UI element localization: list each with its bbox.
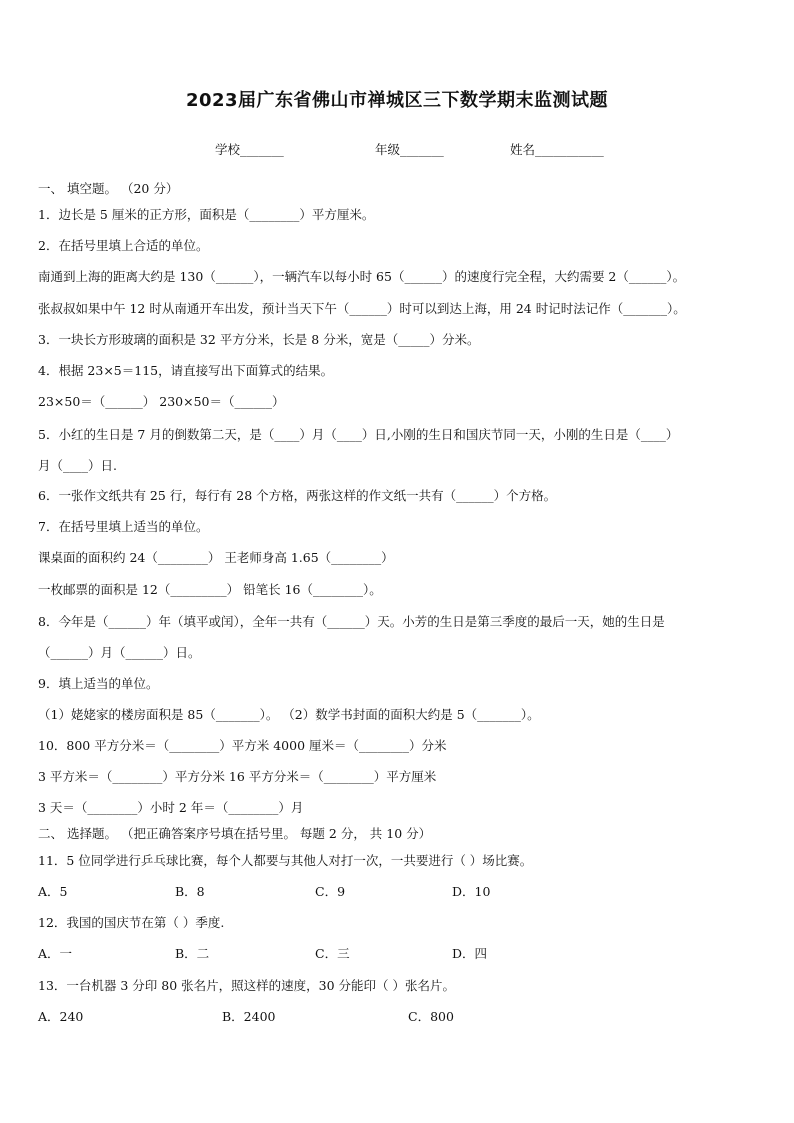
- question-5: 5．小红的生日是 7 月的倒数第二天，是（____）月（____）日,小刚的生日和国庆节同一天，小刚的生日是（____）: [38, 427, 679, 442]
- question-5-cont: 月（____）日.: [38, 458, 117, 473]
- school-field: 学校_______: [215, 142, 284, 157]
- q13-option-b: B．2400: [222, 1009, 276, 1024]
- question-1: 1．边长是 5 厘米的正方形，面积是（________）平方厘米。: [38, 207, 375, 222]
- question-3: 3．一块长方形玻璃的面积是 32 平方分米，长是 8 分米，宽是（_____）分米。: [38, 332, 480, 347]
- q12-option-c: C．三: [315, 946, 350, 961]
- section-fill-blank-heading: 一、 填空题。 （20 分）: [38, 181, 179, 196]
- question-10-line-3: 3 天＝（________）小时 2 年＝（________）月: [38, 800, 304, 815]
- name-field: 姓名___________: [510, 142, 604, 157]
- question-10-line-1: 10．800 平方分米＝（________）平方米 4000 厘米＝（________）分米: [38, 738, 447, 753]
- grade-field: 年级_______: [375, 142, 444, 157]
- q11-option-a: A．5: [38, 884, 68, 899]
- question-7: 7．在括号里填上适当的单位。: [38, 519, 209, 534]
- question-4-answers: 23×50＝（______） 230×50＝（______）: [38, 394, 285, 409]
- q12-option-b: B．二: [175, 946, 210, 961]
- question-8: 8．今年是（______）年（填平或闰），全年一共有（______）天。小芳的生日是第三季度的最后一天，她的生日是: [38, 614, 665, 629]
- question-12: 12．我国的国庆节在第（ ）季度.: [38, 915, 225, 930]
- q12-option-a: A．一: [38, 946, 73, 961]
- q11-option-b: B．8: [175, 884, 205, 899]
- page-title: 2023届广东省佛山市禅城区三下数学期末监测试题: [185, 90, 609, 111]
- q12-option-d: D．四: [452, 946, 488, 961]
- question-10-line-2: 3 平方米＝（________）平方分米 16 平方分米＝（________）平方厘米: [38, 769, 437, 784]
- question-4: 4．根据 23×5＝115，请直接写出下面算式的结果。: [38, 363, 334, 378]
- question-11: 11．5 位同学进行乒乓球比赛，每个人都要与其他人对打一次，一共要进行（ ）场比赛。: [38, 853, 533, 868]
- q11-option-c: C．9: [315, 884, 346, 899]
- question-6: 6．一张作文纸共有 25 行，每行有 28 个方格，两张这样的作文纸一共有（______）个方格。: [38, 488, 557, 503]
- question-2: 2．在括号里填上合适的单位。: [38, 238, 209, 253]
- q11-option-d: D．10: [452, 884, 491, 899]
- section-choice-heading: 二、 选择题。 （把正确答案序号填在括号里。 每题 2 分， 共 10 分）: [38, 826, 432, 841]
- q13-option-a: A．240: [38, 1009, 84, 1024]
- question-8-cont: （______）月（______）日。: [38, 645, 201, 660]
- question-9-items: （1）姥姥家的楼房面积是 85（_______）。 （2）数学书封面的面积大约是 5（_______）。: [38, 707, 540, 722]
- question-7-line-1: 课桌面的面积约 24（________） 王老师身高 1.65（________）: [38, 550, 394, 565]
- question-9: 9．填上适当的单位。: [38, 676, 159, 691]
- question-2-line-2: 张叔叔如果中午 12 时从南通开车出发，预计当天下午（______）时可以到达上海，用 24 时记时法记作（_______）。: [38, 301, 686, 316]
- question-2-line-1: 南通到上海的距离大约是 130（______），一辆汽车以每小时 65（______）的速度行完全程，大约需要 2（______）。: [38, 269, 686, 284]
- question-13: 13．一台机器 3 分印 80 张名片，照这样的速度，30 分能印（ ）张名片。: [38, 978, 456, 993]
- q13-option-c: C．800: [408, 1009, 454, 1024]
- question-7-line-2: 一枚邮票的面积是 12（_________） 铅笔长 16（________）。: [38, 582, 382, 597]
